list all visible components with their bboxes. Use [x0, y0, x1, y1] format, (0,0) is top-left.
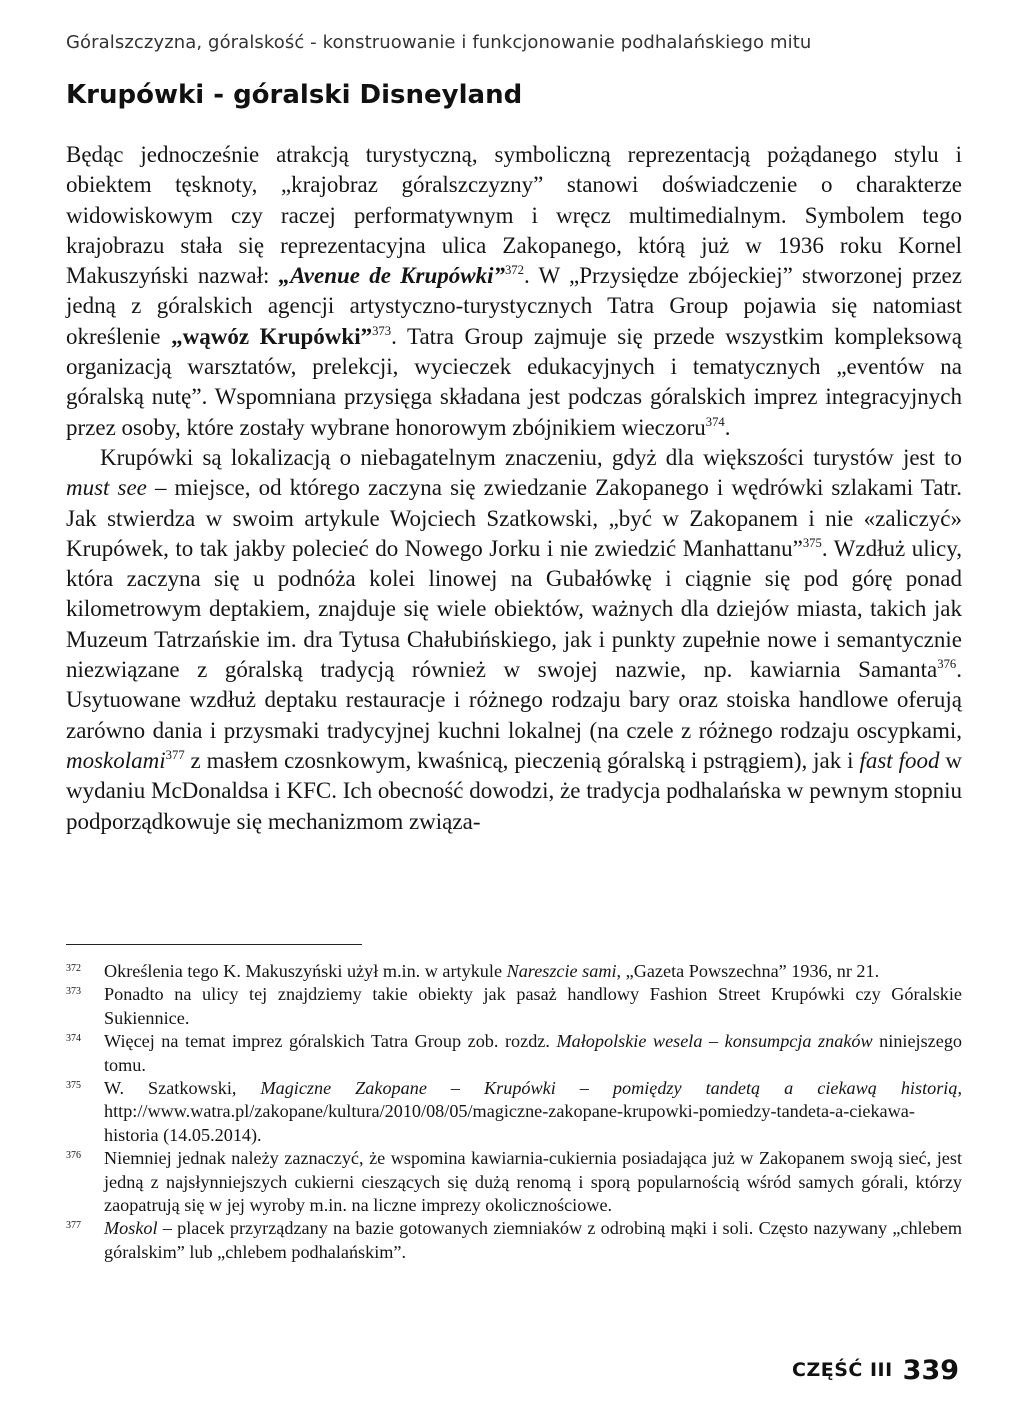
paragraph	[66, 140, 962, 443]
text-run: – placek przyrządzany na bazie gotowanych ziemniaków z odrobiną mąki i soli. Często nazywany „chlebem góralskim” lub „chlebem podhalańskim”.	[104, 1218, 962, 1262]
quote-emphasis: „Avenue de Krupówki”	[278, 263, 505, 289]
footnote-ref: 376	[937, 657, 957, 672]
body-text	[66, 140, 962, 837]
text-run: Ponadto na ulicy tej znajdziemy takie obiekty jak pasaż handlowy Fashion Street Krupówki czy Góralskie Sukiennice.	[104, 984, 962, 1028]
footnote	[66, 1217, 962, 1264]
text-run: Więcej na temat imprez góralskich Tatra Group zob. rozdz.	[104, 1031, 557, 1052]
footnote-number: 373	[66, 986, 81, 998]
italic-term: moskolami	[66, 747, 166, 773]
section-title: Krupówki - góralski Disneyland	[66, 80, 523, 110]
text-run: Określenia tego K. Makuszyński użył m.in. w artykule	[104, 961, 507, 981]
text-run: . W „Przysiędze zbójeckiej” stworzonej przez jedną z góralskich agencji artystyczno-turystycznych Tatra Group pojawia się natomiast określenie	[66, 263, 962, 349]
italic-term: must see	[66, 475, 147, 501]
page-footer	[792, 1355, 959, 1386]
footnote-ref: 377	[165, 748, 185, 763]
text-run: .	[724, 414, 731, 440]
footnote-number: 375	[66, 1080, 81, 1092]
italic-title: Małopolskie wesela – konsumpcja znaków	[556, 1031, 873, 1052]
text-run: z masłem czosnkowym, kwaśnicą, pieczenią góralską i pstrągiem), jak i	[184, 747, 860, 773]
footnote-number: 377	[66, 1220, 81, 1232]
text-run: niniejszego tomu.	[104, 1031, 963, 1075]
footnote-ref: 373	[372, 323, 392, 338]
text-run: . Tatra Group zajmuje się przede wszystkim kompleksową organizacją warsztatów, prelekcji, wycieczek edukacyjnych i tematycznych „eventów na góralską nutę”. Wspomniana przysięga składana jest podczas góralskich imprez integracyjnych przez osoby, które zostały wybrane honorowym zbójnikiem wieczoru	[66, 323, 963, 440]
text-run: w wydaniu McDonaldsa i KFC. Ich obecność dowodzi, że tradycja podhalańska w pewnym stopniu podporządkowuje się mechanizmom związa-	[66, 747, 962, 834]
running-head: Góralszczyzna, góralskość - konstruowanie i funkcjonowanie podhalańskiego mitu	[66, 32, 812, 53]
footnote-number: 374	[66, 1033, 81, 1045]
footnote	[66, 1077, 962, 1147]
footnote-number: 376	[66, 1150, 81, 1162]
footnote-separator	[66, 944, 362, 945]
part-label: CZĘŚĆ III	[792, 1359, 893, 1381]
page-number: 339	[902, 1355, 960, 1386]
footnote	[66, 1147, 962, 1217]
text-run: – miejsce, od którego zaczyna się zwiedzanie Zakopanego i wędrówki szlakami Tatr. Jak stwierdza w swoim artykule Wojciech Szatkowski, „być w Zakopanem i nie «zaliczyć» Krupówek, to tak jakby polecieć do Nowego Jorku i nie zwiedzić Manhattanu”	[66, 475, 962, 561]
text-run: Krupówki są lokalizacją o niebagatelnym znaczeniu, gdyż dla większości turystów jest to	[100, 444, 962, 470]
text-run: , http://www.watra.pl/zakopane/kultura/2010/08/05/magiczne-zakopane-krupowki-pomiedzy-tandeta-a-ciekawa-historia (14.05.2014).	[104, 1078, 962, 1145]
text-run: . Usytuowane wzdłuż deptaku restauracje i różnego rodzaju bary oraz stoiska handlowe oferują zarówno dania i przysmaki tradycyjnej kuchni lokalnej (na czele z różnego rodzaju oscypkami,	[66, 657, 962, 743]
footnote	[66, 960, 962, 983]
footnotes	[66, 960, 962, 1264]
italic-title: Magiczne Zakopane – Krupówki – pomiędzy tandetą a ciekawą historią	[260, 1078, 958, 1099]
paragraph	[66, 443, 962, 837]
text-run: Niemniej jednak należy zaznaczyć, że wspomina kawiarnia-cukiernia posiadająca już w Zakopanem swoją sieć, jest jedną z najsłynniejszych cukierni cieszących się dużą renomą i sporą popularnością wśród samych górali, którzy zaopatrują się w jej wyroby m.in. na liczne imprezy okolicznościowe.	[104, 1148, 962, 1216]
italic-term: Moskol	[104, 1218, 158, 1239]
footnote-ref: 374	[705, 414, 725, 429]
footnote-ref: 375	[802, 536, 822, 551]
quote-emphasis: „wąwóz Krupówki”	[171, 323, 373, 349]
footnote	[66, 983, 962, 1030]
text-run: Będąc jednocześnie atrakcją turystyczną, symboliczną reprezentacją pożądanego stylu i obiektem tęsknoty, „krajobraz góralszczyzny” stanowi doświadczenie o charakterze widowiskowym czy raczej performatywnym i wręcz multimedialnym. Symbolem tego krajobrazu stała się reprezentacyjna ulica Zakopanego, którą już w 1936 roku Kornel Makuszyński nazwał:	[66, 142, 962, 289]
footnote-ref: 372	[504, 263, 524, 278]
text-run: , „Gazeta Powszechna” 1936, nr 21.	[616, 961, 880, 981]
footnote	[66, 1030, 962, 1077]
footnote-number: 372	[66, 963, 81, 974]
italic-title: Nareszcie sami	[506, 961, 617, 981]
italic-term: fast food	[859, 747, 940, 773]
text-run: W. Szatkowski,	[104, 1078, 261, 1099]
text-run: . Wzdłuż ulicy, która zaczyna się u podnóża kolei linowej na Gubałówkę i ciągnie się pod górę ponad kilometrowym deptakiem, znajduje się wiele obiektów, ważnych dla dziejów miasta, takich jak Muzeum Tatrzańskie im. dra Tytusa Chałubińskiego, jak i punkty zupełnie nowe i semantycznie niezwiązane z góralską tradycją również w swojej nazwie, np. kawiarnia Samanta	[66, 535, 962, 683]
